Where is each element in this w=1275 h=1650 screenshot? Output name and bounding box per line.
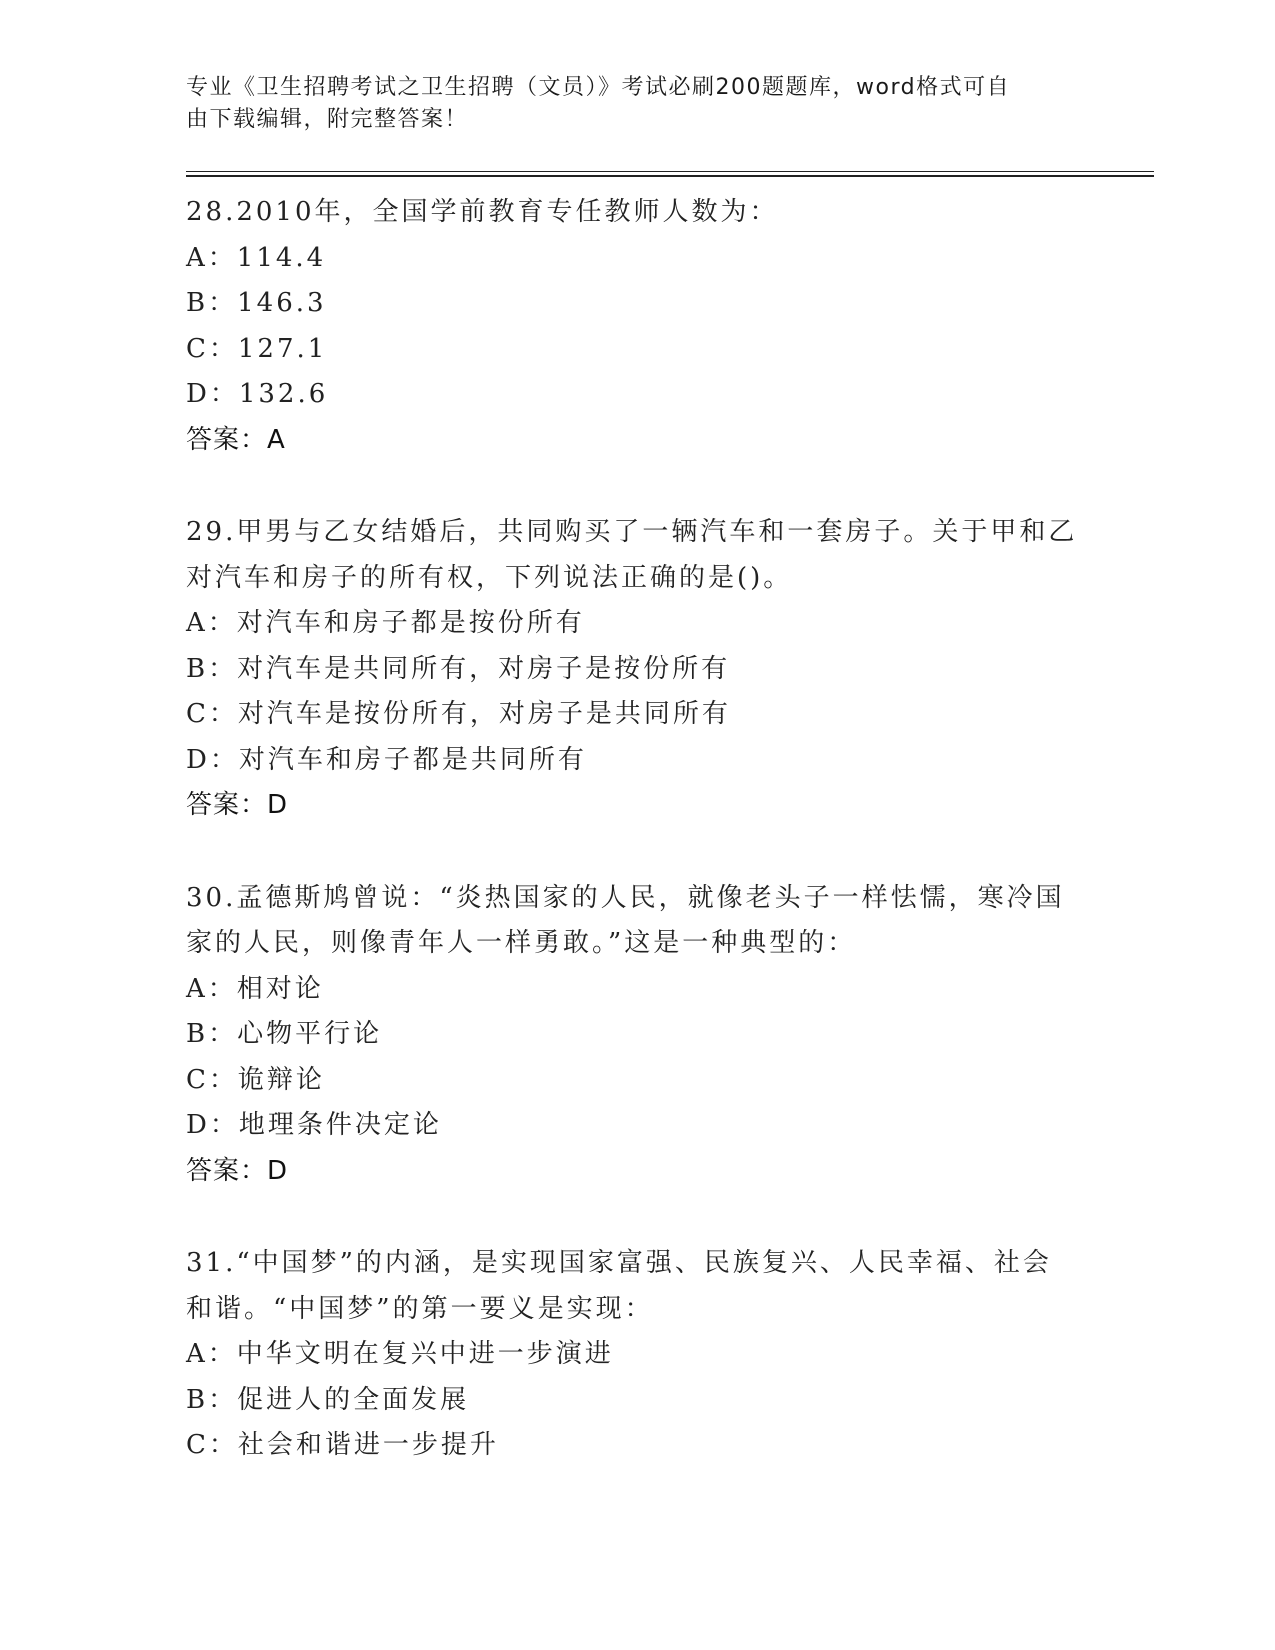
option-c: C：诡辩论 bbox=[186, 1064, 325, 1095]
option-d: D：对汽车和房子都是共同所有 bbox=[186, 744, 587, 775]
answer-line: 答案：D bbox=[186, 790, 289, 820]
header-intro-line-2: 由下载编辑，附完整答案！ bbox=[186, 107, 469, 132]
option-b: B：心物平行论 bbox=[186, 1019, 383, 1049]
option-b: B：对汽车是共同所有，对房子是按份所有 bbox=[186, 653, 731, 684]
option-a: A：相对论 bbox=[186, 973, 324, 1004]
option-a: A：对汽车和房子都是按份所有 bbox=[186, 608, 585, 638]
question-28 bbox=[186, 190, 1086, 463]
question-stem: 31.“中国梦”的内涵，是实现国家富强、民族复兴、人民幸福、社会 bbox=[186, 1248, 1052, 1278]
option-c: C：对汽车是按份所有，对房子是共同所有 bbox=[186, 699, 731, 729]
option-d: D：132.6 bbox=[186, 379, 329, 409]
question-spacer bbox=[186, 829, 1086, 876]
question-stem: 30.孟德斯鸠曾说：“炎热国家的人民，就像老头子一样怯懦，寒冷国 bbox=[186, 882, 1065, 913]
question-31 bbox=[186, 1241, 1086, 1469]
option-c: C：社会和谐进一步提升 bbox=[186, 1430, 499, 1460]
option-a: A：114.4 bbox=[186, 242, 327, 273]
answer-line: 答案：D bbox=[186, 1155, 289, 1186]
question-spacer bbox=[186, 463, 1086, 510]
option-c: C：127.1 bbox=[186, 333, 328, 364]
document-header bbox=[186, 72, 1066, 136]
option-b: B：146.3 bbox=[186, 288, 327, 318]
header-divider-thick bbox=[186, 175, 1154, 177]
question-list bbox=[186, 190, 1086, 1469]
question-stem-continued: 家的人民，则像青年人一样勇敢。”这是一种典型的： bbox=[186, 928, 857, 958]
question-spacer bbox=[186, 1194, 1086, 1241]
question-29 bbox=[186, 510, 1086, 829]
option-b: B：促进人的全面发展 bbox=[186, 1384, 470, 1415]
question-stem-continued: 和谐。“中国梦”的第一要义是实现： bbox=[186, 1293, 654, 1324]
question-stem-continued: 对汽车和房子的所有权，下列说法正确的是()。 bbox=[186, 562, 793, 593]
question-30 bbox=[186, 876, 1086, 1195]
header-divider-thin bbox=[186, 171, 1154, 172]
question-stem: 29.甲男与乙女结婚后，共同购买了一辆汽车和一套房子。关于甲和乙 bbox=[186, 517, 1078, 547]
option-d: D：地理条件决定论 bbox=[186, 1110, 442, 1140]
option-a: A：中华文明在复兴中进一步演进 bbox=[186, 1339, 614, 1369]
answer-line: 答案：A bbox=[186, 424, 286, 455]
header-intro-line-1: 专业《卫生招聘考试之卫生招聘（文员）》考试必刷200题题库，word格式可自 bbox=[186, 75, 1011, 100]
question-stem: 28.2010年，全国学前教育专任教师人数为： bbox=[186, 197, 779, 227]
